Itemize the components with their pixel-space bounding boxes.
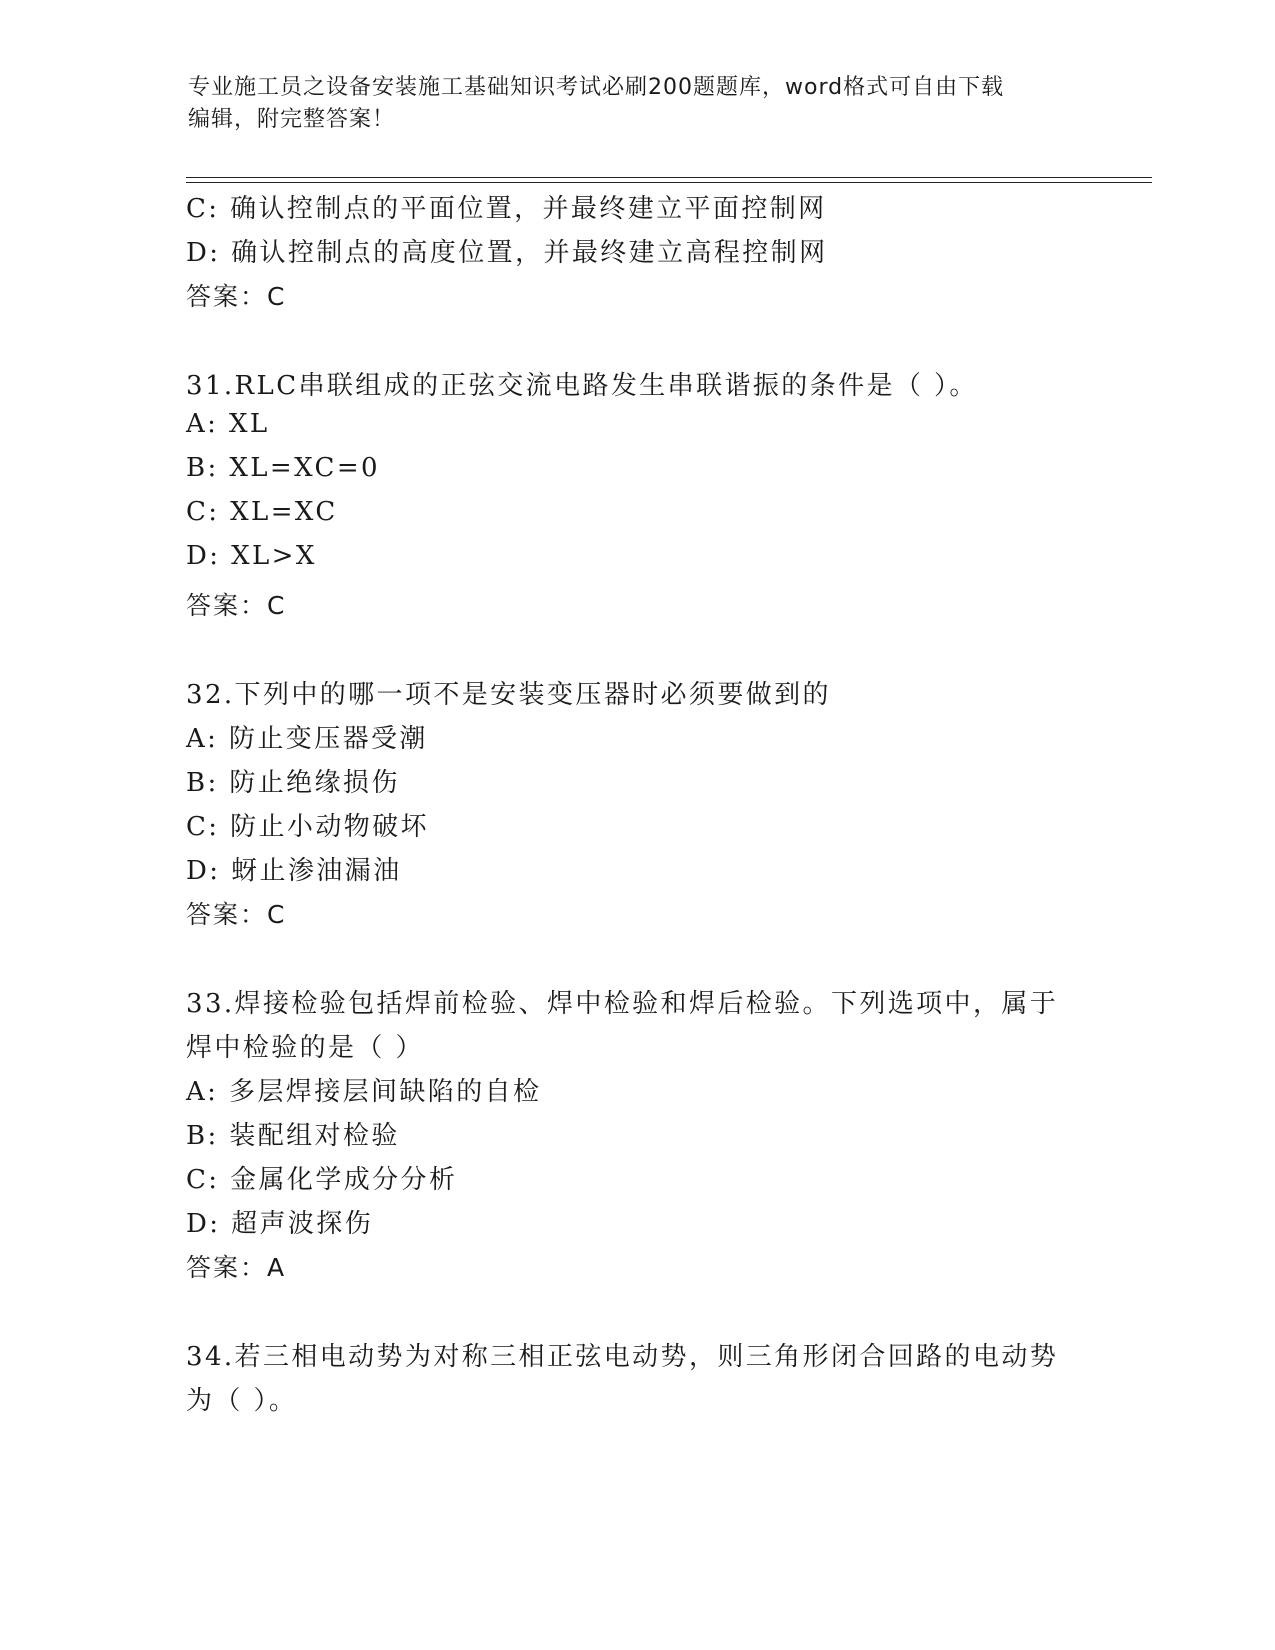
question-34-stem-line-1: 34.若三相电动势为对称三相正弦电动势，则三角形闭合回路的电动势 bbox=[186, 1342, 1059, 1372]
prev-option-c: C: 确认控制点的平面位置，并最终建立平面控制网 bbox=[186, 194, 827, 224]
question-32-answer: 答案：C bbox=[186, 900, 287, 929]
question-32-option-b: B: 防止绝缘损伤 bbox=[186, 768, 400, 798]
question-32-option-d: D: 蚜止渗油漏油 bbox=[186, 856, 402, 886]
question-33-option-d: D: 超声波探伤 bbox=[186, 1209, 374, 1239]
prev-answer: 答案：C bbox=[186, 282, 287, 311]
question-31-option-c: C: XL=XC bbox=[186, 497, 338, 527]
question-33-option-c: C: 金属化学成分分析 bbox=[186, 1165, 458, 1195]
question-31-stem: 31.RLC串联组成的正弦交流电路发生串联谐振的条件是（ ）。 bbox=[186, 371, 978, 401]
question-31-option-d: D: XL>X bbox=[186, 541, 317, 571]
question-33-option-b: B: 装配组对检验 bbox=[186, 1121, 400, 1151]
question-31-option-a: A: XL bbox=[186, 409, 270, 439]
question-33-stem-line-1: 33.焊接检验包括焊前检验、焊中检验和焊后检验。下列选项中，属于 bbox=[186, 989, 1059, 1019]
header-divider-top bbox=[186, 177, 1152, 178]
header-divider-bottom bbox=[186, 182, 1152, 183]
question-32-stem: 32.下列中的哪一项不是安装变压器时必须要做到的 bbox=[186, 680, 831, 710]
document-header bbox=[188, 72, 1088, 136]
question-34-stem-line-2: 为（ ）。 bbox=[186, 1386, 298, 1416]
question-33-option-a: A: 多层焊接层间缺陷的自检 bbox=[186, 1077, 542, 1107]
question-32-option-a: A: 防止变压器受潮 bbox=[186, 724, 428, 754]
question-31-option-b: B: XL=XC=0 bbox=[186, 453, 380, 483]
question-32-option-c: C: 防止小动物破坏 bbox=[186, 812, 429, 842]
header-line-1: 专业施工员之设备安装施工基础知识考试必刷200题题库，word格式可自由下载 bbox=[188, 75, 1005, 100]
prev-option-d: D: 确认控制点的高度位置，并最终建立高程控制网 bbox=[186, 238, 828, 268]
header-line-2: 编辑，附完整答案！ bbox=[188, 107, 396, 132]
question-31-answer: 答案：C bbox=[186, 591, 287, 620]
question-33-answer: 答案：A bbox=[186, 1253, 287, 1282]
question-33-stem-line-2: 焊中检验的是（ ） bbox=[186, 1033, 424, 1063]
